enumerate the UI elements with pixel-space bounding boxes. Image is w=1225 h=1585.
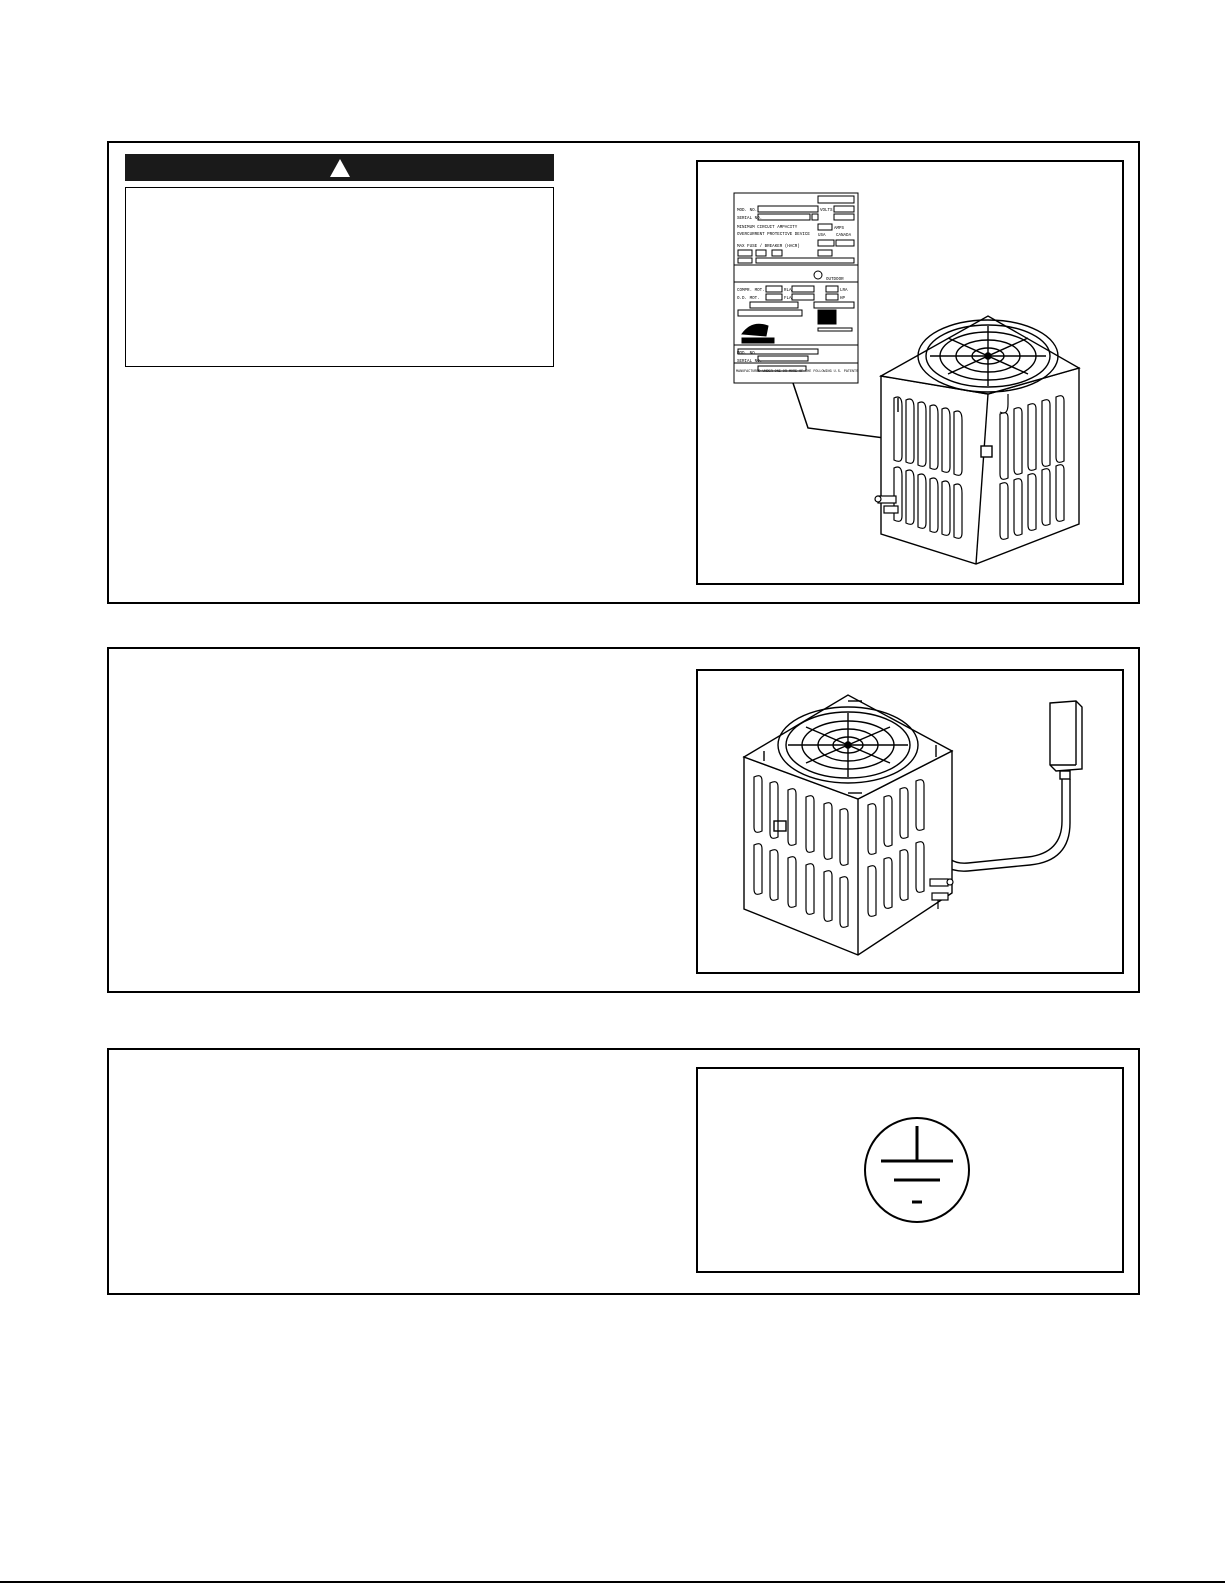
svg-text:OVERCURRENT PROTECTIVE DEVICE: OVERCURRENT PROTECTIVE DEVICE (737, 233, 810, 237)
svg-text:MAX FUSE / BREAKER (HACR): MAX FUSE / BREAKER (HACR) (737, 245, 800, 249)
svg-text:CANADA: CANADA (836, 234, 852, 238)
warning-header (125, 154, 554, 181)
svg-text:SERIAL NO.: SERIAL NO. (737, 360, 763, 364)
figure-rating-plate-location (696, 160, 1124, 585)
svg-text:LRA: LRA (840, 289, 848, 293)
svg-text:HP: HP (840, 297, 846, 301)
disconnect-box (1050, 701, 1082, 779)
plate-mod-no: MOD. NO. (737, 209, 758, 213)
svg-text:AMPS: AMPS (834, 227, 845, 231)
svg-text:MANUFACTURED UNDER ONE OR MORE: MANUFACTURED UNDER ONE OR MORE OF THE FOLLOWING U.S. PATENTS (736, 370, 859, 374)
svg-text:USA: USA (818, 234, 826, 238)
plate-serial-no: SERIAL NO. (737, 217, 763, 221)
conduit (934, 779, 1070, 871)
panel-disconnect (107, 647, 1140, 993)
outdoor-unit-rating-plate-illustration (698, 162, 1122, 583)
svg-text:O.D. MOT.: O.D. MOT. (737, 297, 760, 301)
svg-text:MINIMUM CIRCUIT AMPACITY: MINIMUM CIRCUIT AMPACITY (737, 226, 798, 230)
warning-body (125, 187, 554, 367)
svg-text:RLA: RLA (784, 289, 792, 293)
page-bottom-rule (0, 1581, 1225, 1583)
panel-rating-plate (107, 141, 1140, 604)
svg-text:VOLTS: VOLTS (820, 209, 833, 213)
svg-text:FLA: FLA (784, 297, 792, 301)
outdoor-unit-disconnect-illustration (698, 671, 1122, 972)
svg-text:COMPR. MOT.: COMPR. MOT. (737, 289, 765, 293)
warning-triangle-icon (329, 158, 351, 178)
svg-text:OUTDOOR: OUTDOOR (826, 278, 844, 282)
ground-symbol-icon (698, 1069, 1122, 1271)
outdoor-unit-1 (881, 316, 1079, 564)
svg-text:MOD. NO.: MOD. NO. (737, 352, 758, 356)
panel-grounding (107, 1048, 1140, 1295)
figure-ground-symbol (696, 1067, 1124, 1273)
figure-unit-with-disconnect (696, 669, 1124, 974)
